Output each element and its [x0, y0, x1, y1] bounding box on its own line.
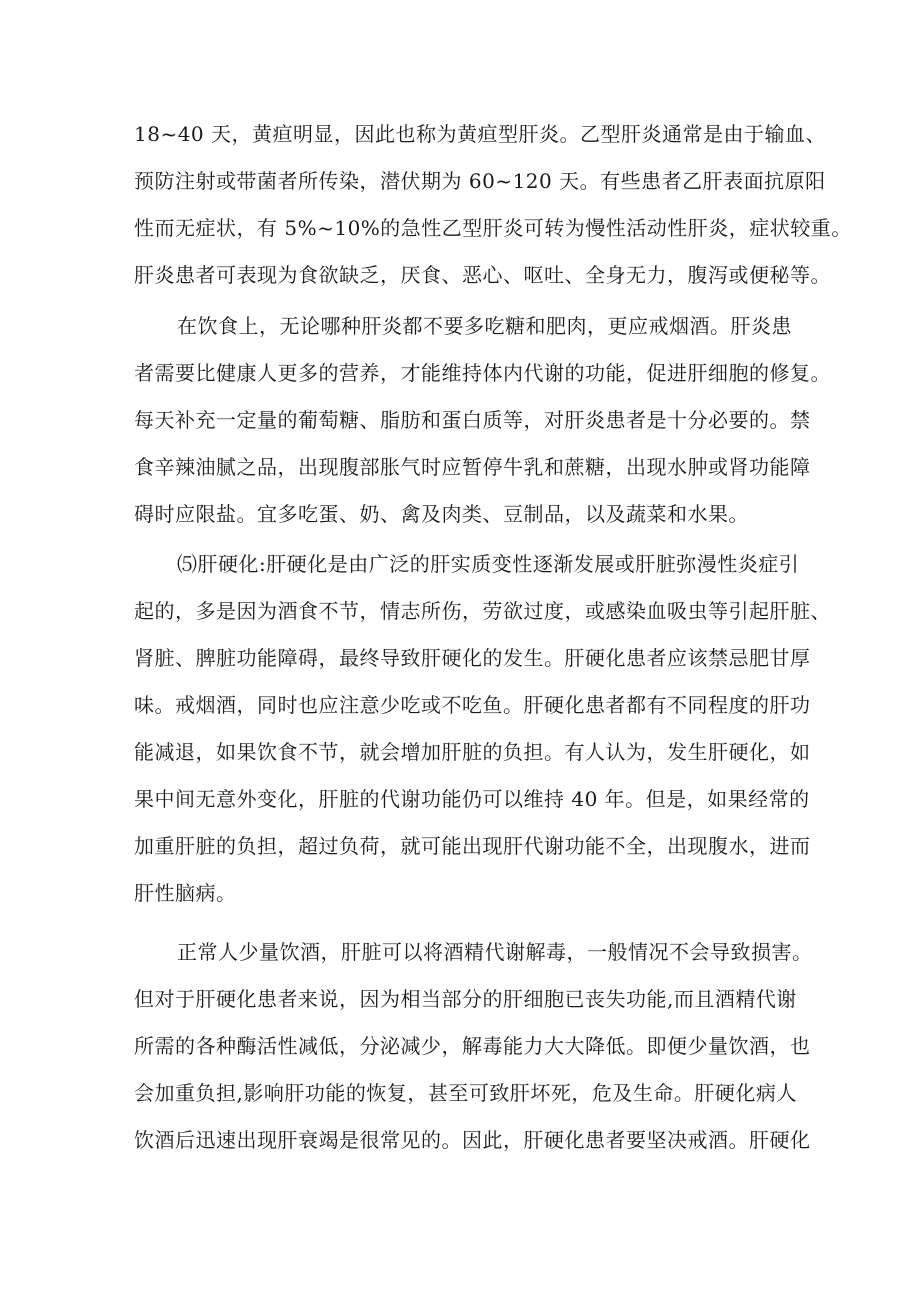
- paragraph-3-line-7: 加重肝脏的负担，超过负荷，就可能出现肝代谢功能不全，出现腹水，进而: [134, 834, 811, 858]
- paragraph-3-line-4: 味。戒烟酒，同时也应注意少吃或不吃鱼。肝硬化患者都有不同程度的肝功: [134, 693, 811, 717]
- paragraph-2-line-3: 每天补充一定量的葡萄糖、脂肪和蛋白质等，对肝炎患者是十分必要的。禁: [134, 408, 811, 432]
- paragraph-2-line-2: 者需要比健康人更多的营养，才能维持体内代谢的功能，促进肝细胞的修复。: [134, 361, 831, 385]
- paragraph-3-line-2: 起的，多是因为酒食不节，情志所伤，劳欲过度，或感染血吸虫等引起肝脏、: [134, 599, 831, 623]
- paragraph-4-line-2: 但对于肝硬化患者来说，因为相当部分的肝细胞已丧失功能,而且酒精代谢: [134, 987, 797, 1011]
- paragraph-3-line-8: 肝性脑病。: [134, 881, 237, 905]
- paragraph-4-line-5: 饮酒后迅速出现肝衰竭是很常见的。因此，肝硬化患者要坚决戒酒。肝硬化: [134, 1128, 811, 1152]
- paragraph-2-line-1: 在饮食上，无论哪种肝炎都不要多吃糖和肥肉，更应戒烟酒。肝炎患: [177, 314, 792, 338]
- paragraph-1-line-3: 性而无症状，有 5%~10%的急性乙型肝炎可转为慢性活动性肝炎，症状较重。: [134, 216, 852, 240]
- paragraph-4-line-1: 正常人少量饮酒，肝脏可以将酒精代谢解毒，一般情况不会导致损害。: [177, 940, 813, 964]
- paragraph-3-line-1: ⑸肝硬化:肝硬化是由广泛的肝实质变性逐渐发展或肝脏弥漫性炎症引: [177, 552, 800, 576]
- paragraph-1-line-4: 肝炎患者可表现为食欲缺乏，厌食、恶心、呕吐、全身无力，腹泻或便秘等。: [134, 263, 831, 287]
- paragraph-3-line-3: 肾脏、脾脏功能障碍，最终导致肝硬化的发生。肝硬化患者应该禁忌肥甘厚: [134, 646, 811, 670]
- paragraph-1-line-2: 预防注射或带菌者所传染，潜伏期为 60~120 天。有些患者乙肝表面抗原阳: [134, 169, 826, 193]
- paragraph-2-line-5: 碍时应限盐。宜多吃蛋、奶、禽及肉类、豆制品，以及蔬菜和水果。: [134, 502, 749, 526]
- paragraph-4-line-3: 所需的各种酶活性减低，分泌减少，解毒能力大大降低。即便少量饮酒，也: [134, 1034, 811, 1058]
- paragraph-2-line-4: 食辛辣油腻之品，出现腹部胀气时应暂停牛乳和蔗糖，出现水肿或肾功能障: [134, 455, 811, 479]
- paragraph-4-line-4: 会加重负担,影响肝功能的恢复，甚至可致肝坏死，危及生命。肝硬化病人: [134, 1081, 797, 1105]
- paragraph-3-line-6: 果中间无意外变化，肝脏的代谢功能仍可以维持 40 年。但是，如果经常的: [134, 787, 810, 811]
- paragraph-3-line-5: 能减退，如果饮食不节，就会增加肝脏的负担。有人认为，发生肝硬化，如: [134, 740, 811, 764]
- paragraph-1-line-1: 18~40 天，黄疸明显，因此也称为黄疸型肝炎。乙型肝炎通常是由于输血、: [134, 122, 827, 146]
